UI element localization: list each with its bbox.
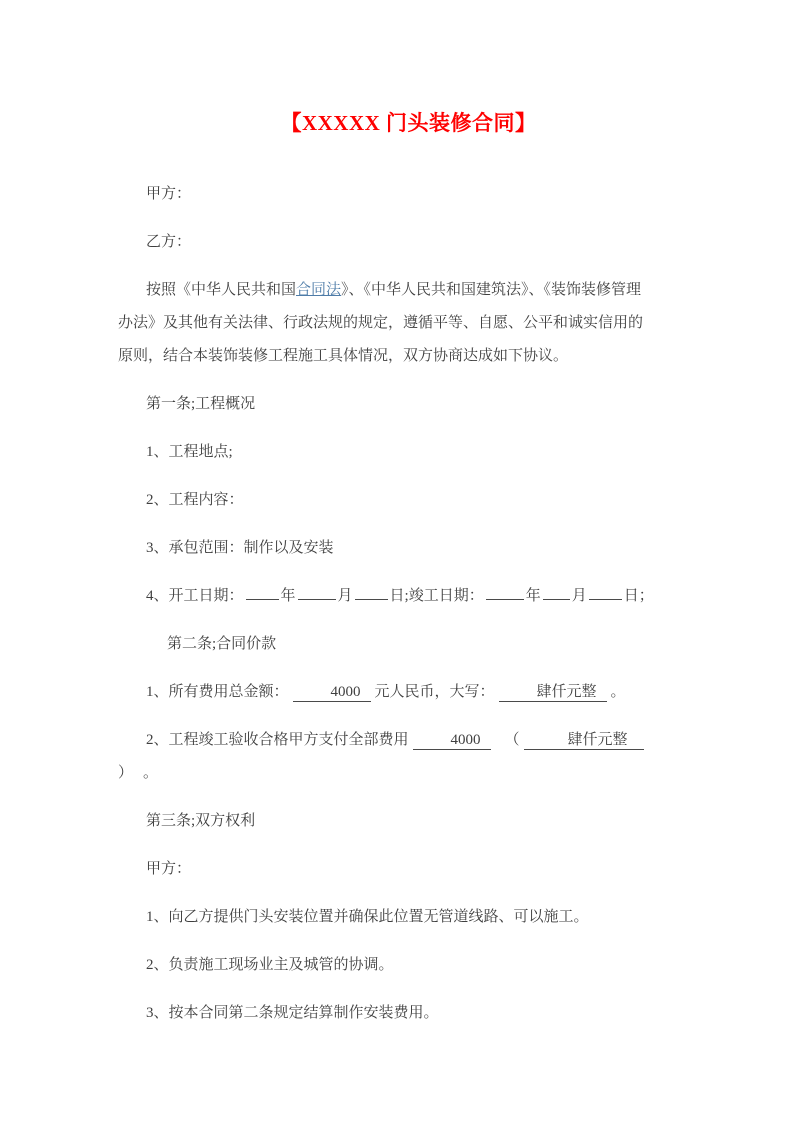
start-month-blank-field	[298, 586, 336, 600]
clause-3-1-provide-location: 1、向乙方提供门头安装位置并确保此位置无管道线路、可以施工。	[146, 909, 589, 925]
party-a-line: 甲方：	[146, 186, 192, 202]
payment-prefix: 2、工程竣工验收合格甲方支付全部费用	[146, 732, 409, 748]
end-day-blank-field	[589, 586, 622, 600]
party-b-line: 乙方：	[146, 234, 192, 250]
clause-2-2-payment	[118, 724, 655, 790]
section-3-party-a-subheading: 甲方：	[146, 861, 192, 877]
end-month-label: 月	[571, 588, 587, 604]
section-2-heading: 第二条;合同价款	[167, 636, 277, 652]
end-year-label: 年	[525, 588, 541, 604]
start-day-blank-field	[355, 586, 388, 600]
preamble-text-before-link: 按照《中华人民共和国	[146, 282, 297, 298]
start-year-label: 年	[280, 588, 296, 604]
clause-1-4-dates	[118, 580, 655, 613]
section-3-heading: 第三条;双方权利	[146, 813, 256, 829]
clause-3-3-settlement: 3、按本合同第二条规定结算制作安装费用。	[146, 1005, 439, 1021]
payment-open-paren: （	[504, 732, 520, 748]
payment-suffix: 。	[143, 765, 159, 781]
total-amount-digits-filled: 4000	[293, 683, 371, 702]
payment-words-filled: 肆仟元整	[524, 731, 644, 750]
clause-1-3-contract-scope: 3、承包范围：制作以及安装	[146, 540, 334, 556]
total-amount-middle: 元人民币，大写：	[374, 684, 495, 700]
clause-3-2-coordination: 2、负责施工现场业主及城管的协调。	[146, 957, 394, 973]
clause-1-1-project-location: 1、工程地点;	[146, 444, 233, 460]
payment-close-paren: ）	[118, 765, 134, 781]
end-day-label: 日；	[623, 588, 654, 604]
clause-1-2-project-content: 2、工程内容：	[146, 492, 244, 508]
clause-2-1-total-amount	[118, 676, 655, 709]
payment-digits-filled: 4000	[413, 731, 491, 750]
total-amount-suffix: 。	[610, 684, 626, 700]
start-month-label: 月	[337, 588, 353, 604]
start-day-label: 日;竣工日期：	[389, 588, 484, 604]
preamble-text-after-link: 》、《中华人民共和国建筑法》、《装饰装修管理办法》及其他有关法律、行政法规的规定，遵循平等、自愿、公平和诚实信用的原则，结合本装饰装修工程施工具体情况，双方协商达成如下协议。	[118, 282, 644, 364]
preamble-paragraph	[118, 274, 655, 373]
section-1-heading: 第一条;工程概况	[146, 396, 256, 412]
total-amount-words-filled: 肆仟元整	[499, 683, 607, 702]
contract-law-link[interactable]: 合同法	[296, 282, 342, 298]
contract-title: 【XXXXX 门头装修合同】	[280, 111, 537, 135]
start-year-blank-field	[246, 586, 279, 600]
total-amount-prefix: 1、所有费用总金额：	[146, 684, 289, 700]
end-month-blank-field	[543, 586, 570, 600]
end-year-blank-field	[486, 586, 524, 600]
dates-prefix: 4、开工日期：	[146, 588, 244, 604]
